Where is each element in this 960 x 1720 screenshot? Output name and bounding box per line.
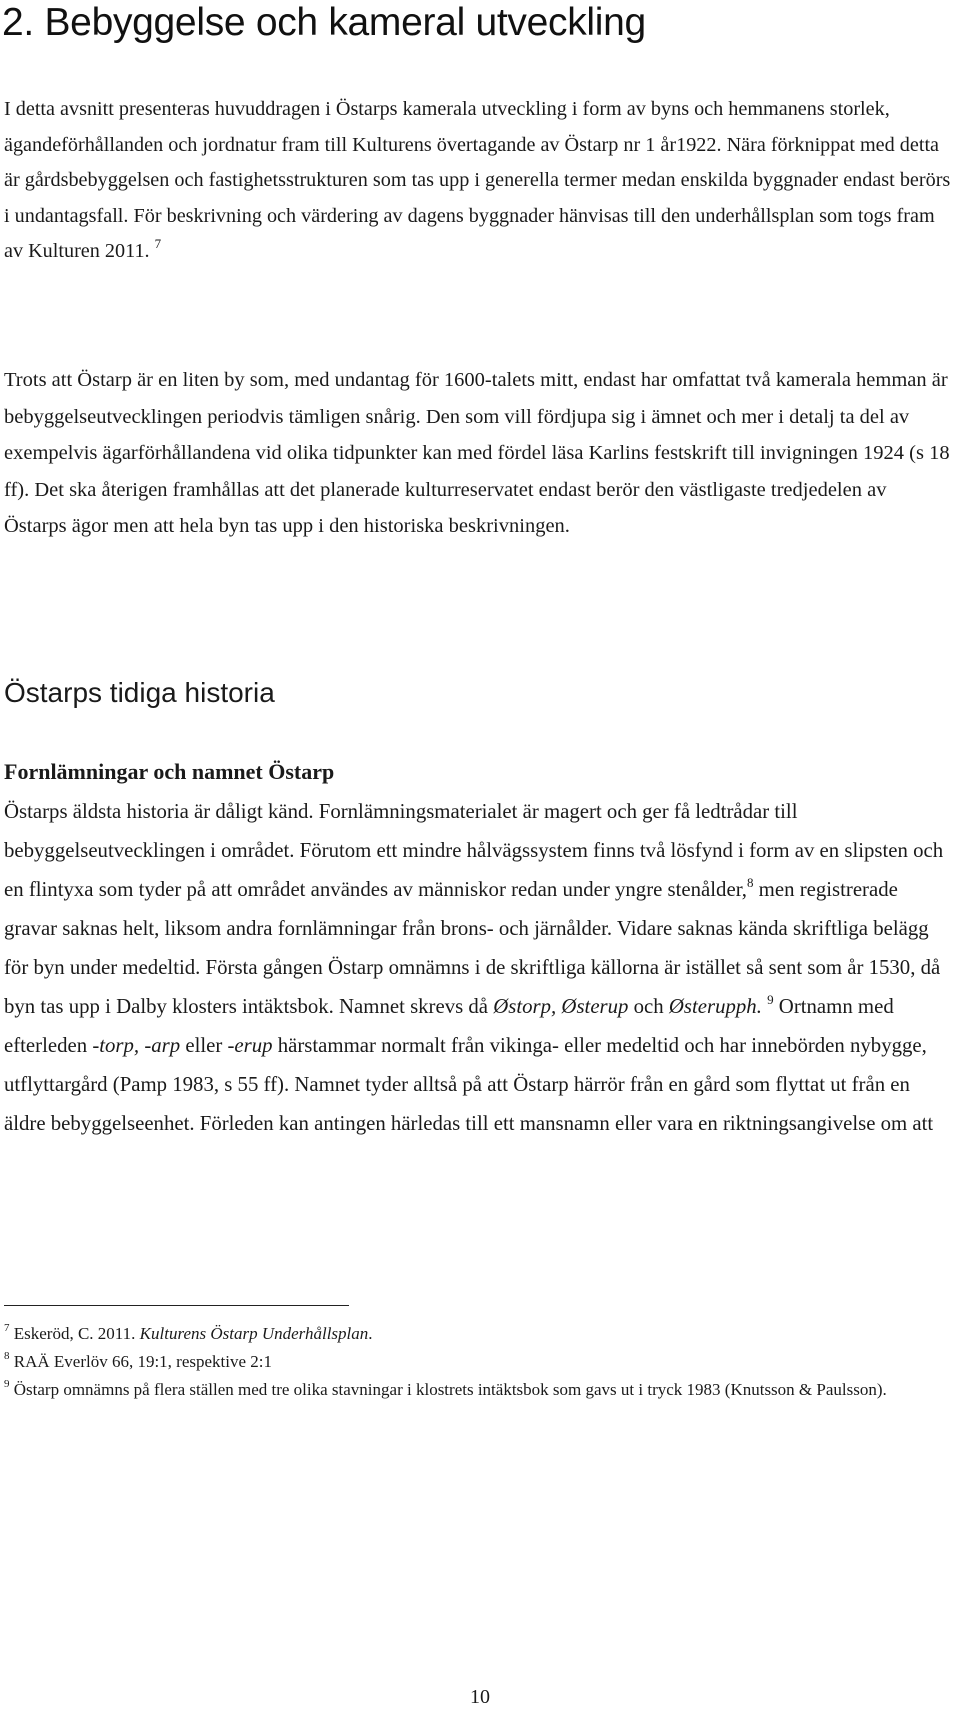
footnotes-list bbox=[4, 1320, 954, 1404]
footnote-ref-9: 9 bbox=[767, 992, 774, 1007]
chapter-heading: 2. Bebyggelse och kameral utveckling bbox=[2, 1, 646, 44]
intro-text: I detta avsnitt presenteras huvuddragen i Östarps kamerala utveckling i form av byns och hemmanens storlek, ägandeförhållanden och jordnatur fram till Kulturens övertagande av Östarp nr 1 år1922. Nära förknippat med detta är gårdsbebyggelsen och fastighetsstrukturen som tas upp i generella termer medan enskilda byggnader endast berörs i undantagsfall. För beskrivning och värdering av dagens byggnader hänvisas till den underhållsplan som togs fram av Kulturen 2011. bbox=[4, 98, 951, 262]
footnote-8 bbox=[4, 1348, 954, 1376]
footnote-7 bbox=[4, 1320, 954, 1348]
footnote-text: Eskeröd, C. 2011. bbox=[13, 1324, 140, 1343]
paragraph3-or: eller bbox=[180, 1034, 228, 1057]
footnote-end: . bbox=[368, 1324, 373, 1343]
footnote-number: 8 bbox=[4, 1350, 10, 1362]
footnote-ref-8: 8 bbox=[746, 875, 754, 890]
section-title: Östarps tidiga historia bbox=[4, 677, 275, 708]
name-suffix-erup: -erup bbox=[227, 1034, 273, 1057]
footnote-ref-7: 7 bbox=[154, 236, 162, 251]
body-paragraph-3 bbox=[4, 792, 954, 1143]
footnote-9 bbox=[4, 1376, 954, 1404]
paragraph3-part3: Ortnamn med efterleden bbox=[4, 995, 894, 1057]
paragraph3-conj: och bbox=[628, 995, 669, 1018]
page-number: 10 bbox=[470, 1686, 490, 1708]
place-name-variant-2: Østerupph. bbox=[668, 995, 762, 1018]
footnote-number: 7 bbox=[4, 1322, 10, 1334]
paragraph3-part4: härstammar normalt från vikinga- eller medeltid och har innebörden nybygge, utflyttargård (Pamp 1983, s 55 ff). Namnet tyder alltså på att Östarp härrör från en gård som flyttat ut från en äldre bebyggelseenhet. Förleden kan antingen härledas till ett mansnamn eller vara en riktningsangivelse om att bbox=[4, 1034, 934, 1135]
footnote-separator bbox=[4, 1305, 349, 1306]
paragraph3-part1: Östarps äldsta historia är dåligt känd. Fornlämningsmaterialet är magert och ger få ledtrådar till bebyggelseutvecklingen i området. Förutom ett mindre hålvägssystem finns två lösfynd i form av en slipsten och en flintyxa som tyder på att området användes av människor redan under yngre stenålder, bbox=[4, 800, 944, 901]
footnote-title: Kulturens Östarp Underhållsplan bbox=[139, 1324, 369, 1343]
footnote-text: Östarp omnämns på flera ställen med tre olika stavningar i klostrets intäktsbok som gavs ut i tryck 1983 (Knutsson & Paulsson). bbox=[13, 1380, 887, 1399]
intro-paragraph bbox=[4, 92, 954, 270]
footnote-number: 9 bbox=[4, 1378, 10, 1390]
name-suffixes: -torp, -arp bbox=[92, 1034, 181, 1057]
subsection-title: Fornlämningar och namnet Östarp bbox=[4, 759, 335, 784]
body-paragraph-2: Trots att Östarp är en liten by som, med undantag för 1600-talets mitt, endast har omfattat två kamerala hemman är bebyggelseutvecklingen periodvis tämligen snårig. Den som vill fördjupa sig i ämnet och mer i detalj ta del av exempelvis ägarförhållandena vid olika tidpunkter kan med fördel läsa Karlins festskrift till invigningen 1924 (s 18 ff). Det ska återigen framhållas att det planerade kulturreservatet endast berör den västligaste tredjedelen av Östarps ägor men att hela byn tas upp i den historiska beskrivningen. bbox=[4, 369, 950, 537]
footnote-text: RAÄ Everlöv 66, 19:1, respektive 2:1 bbox=[13, 1352, 273, 1371]
place-name-variants-1: Østorp, Østerup bbox=[493, 995, 629, 1018]
paragraph3-part2: men registrerade gravar saknas helt, liksom andra fornlämningar från brons- och järnålder. Vidare saknas kända skriftliga belägg för byn under medeltid. Första gången Östarp omnämns i de skriftliga källorna är istället så sent som år 1530, då byn tas upp i Dalby klosters intäktsbok. Namnet skrevs då bbox=[4, 878, 941, 1018]
